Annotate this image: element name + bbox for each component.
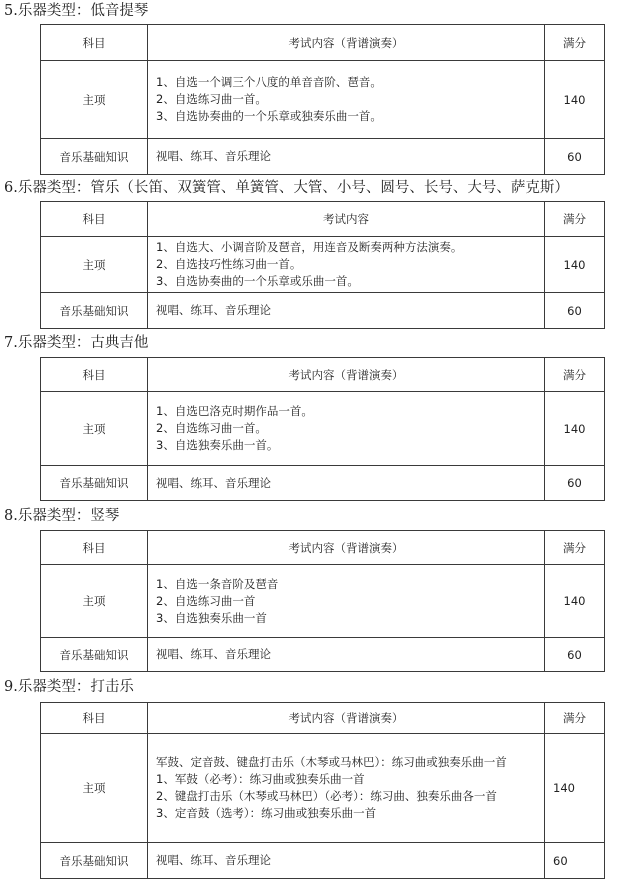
subject-basic: 音乐基础知识	[41, 466, 148, 501]
section-title-harp: 8.乐器类型：竖琴	[4, 508, 120, 524]
content-line: 1、军鼓（必考）：练习曲或独奏乐曲一首	[156, 772, 365, 786]
section-title-classical-guitar: 7.乐器类型：古典吉他	[4, 335, 149, 351]
content-line: 3、自选协奏曲的一个乐章或乐曲一首。	[156, 274, 359, 288]
table-header-row	[41, 703, 605, 734]
header-content: 考试内容（背谱演奏）	[148, 358, 545, 392]
header-score: 满分	[545, 703, 605, 734]
table-row-basic	[41, 293, 605, 329]
header-subject: 科目	[41, 358, 148, 392]
content-basic: 视唱、练耳、音乐理论	[148, 843, 545, 879]
score-main: 140	[545, 565, 605, 638]
table-row-basic	[41, 139, 605, 175]
content-basic: 视唱、练耳、音乐理论	[148, 466, 545, 501]
score-main: 140	[545, 734, 605, 843]
table-row-main	[41, 565, 605, 638]
subject-basic: 音乐基础知识	[41, 638, 148, 672]
header-score: 满分	[545, 531, 605, 565]
score-main: 140	[545, 61, 605, 139]
header-content: 考试内容（背谱演奏）	[148, 25, 545, 61]
content-line: 3、自选协奏曲的一个乐章或独奏乐曲一首。	[156, 109, 382, 123]
header-content: 考试内容（背谱演奏）	[148, 703, 545, 734]
score-main: 140	[545, 237, 605, 293]
content-line: 2、自选练习曲一首	[156, 593, 256, 608]
content-line: 1、自选大、小调音阶及琶音，用连音及断奏两种方法演奏。	[156, 240, 463, 254]
table-row-main	[41, 734, 605, 843]
table-row-main	[41, 61, 605, 139]
table-row-main	[41, 237, 605, 293]
section-title-winds: 6.乐器类型：管乐（长笛、双簧管、单簧管、大管、小号、圆号、长号、大号、萨克斯）	[4, 180, 569, 196]
content-line: 3、自选独奏乐曲一首。	[156, 438, 279, 452]
content-line: 2、自选练习曲一首。	[156, 92, 267, 106]
exam-table-winds	[40, 201, 605, 329]
content-basic: 视唱、练耳、音乐理论	[148, 139, 545, 175]
subject-main: 主项	[41, 61, 148, 139]
content-line: 3、自选独奏乐曲一首	[156, 610, 267, 625]
table-row-basic	[41, 638, 605, 672]
table-header-row	[41, 202, 605, 237]
exam-table-double-bass	[40, 24, 605, 175]
exam-table-harp	[40, 530, 605, 672]
subject-main: 主项	[41, 392, 148, 466]
header-score: 满分	[545, 25, 605, 61]
score-basic: 60	[545, 139, 605, 175]
subject-main: 主项	[41, 237, 148, 293]
content-basic: 视唱、练耳、音乐理论	[148, 638, 545, 672]
exam-table-percussion	[40, 702, 605, 879]
content-main	[148, 734, 545, 843]
content-line: 2、键盘打击乐（木琴或马林巴）（必考）：练习曲、独奏乐曲各一首	[156, 789, 497, 803]
content-line: 1、自选一条音阶及琶音	[156, 576, 279, 591]
header-subject: 科目	[41, 25, 148, 61]
table-row-basic	[41, 843, 605, 879]
header-content: 考试内容	[148, 202, 545, 237]
score-basic: 60	[545, 293, 605, 329]
content-line: 军鼓、定音鼓、键盘打击乐（木琴或马林巴）：练习曲或独奏乐曲一首	[156, 755, 507, 769]
content-main	[148, 565, 545, 638]
table-header-row	[41, 531, 605, 565]
section-title-double-bass: 5.乐器类型：低音提琴	[4, 3, 149, 19]
score-main: 140	[545, 392, 605, 466]
content-line: 2、自选技巧性练习曲一首。	[156, 257, 302, 271]
subject-basic: 音乐基础知识	[41, 139, 148, 175]
score-basic: 60	[545, 466, 605, 501]
subject-main: 主项	[41, 734, 148, 843]
header-content: 考试内容（背谱演奏）	[148, 531, 545, 565]
content-line: 3、定音鼓（选考）：练习曲或独奏乐曲一首	[156, 806, 377, 820]
score-basic: 60	[545, 843, 605, 879]
content-main	[148, 392, 545, 466]
header-score: 满分	[545, 358, 605, 392]
table-row-main	[41, 392, 605, 466]
content-line: 1、自选巴洛克时期作品一首。	[156, 404, 313, 418]
exam-table-classical-guitar	[40, 357, 605, 501]
header-subject: 科目	[41, 531, 148, 565]
content-main	[148, 61, 545, 139]
table-row-basic	[41, 466, 605, 501]
header-subject: 科目	[41, 703, 148, 734]
header-score: 满分	[545, 202, 605, 237]
section-title-percussion: 9.乐器类型：打击乐	[4, 679, 134, 695]
header-subject: 科目	[41, 202, 148, 237]
score-basic: 60	[545, 638, 605, 672]
table-header-row	[41, 25, 605, 61]
content-line: 1、自选一个调三个八度的单音音阶、琶音。	[156, 75, 382, 89]
content-main	[148, 237, 545, 293]
subject-main: 主项	[41, 565, 148, 638]
subject-basic: 音乐基础知识	[41, 843, 148, 879]
subject-basic: 音乐基础知识	[41, 293, 148, 329]
table-header-row	[41, 358, 605, 392]
content-line: 2、自选练习曲一首。	[156, 421, 267, 435]
content-basic: 视唱、练耳、音乐理论	[148, 293, 545, 329]
